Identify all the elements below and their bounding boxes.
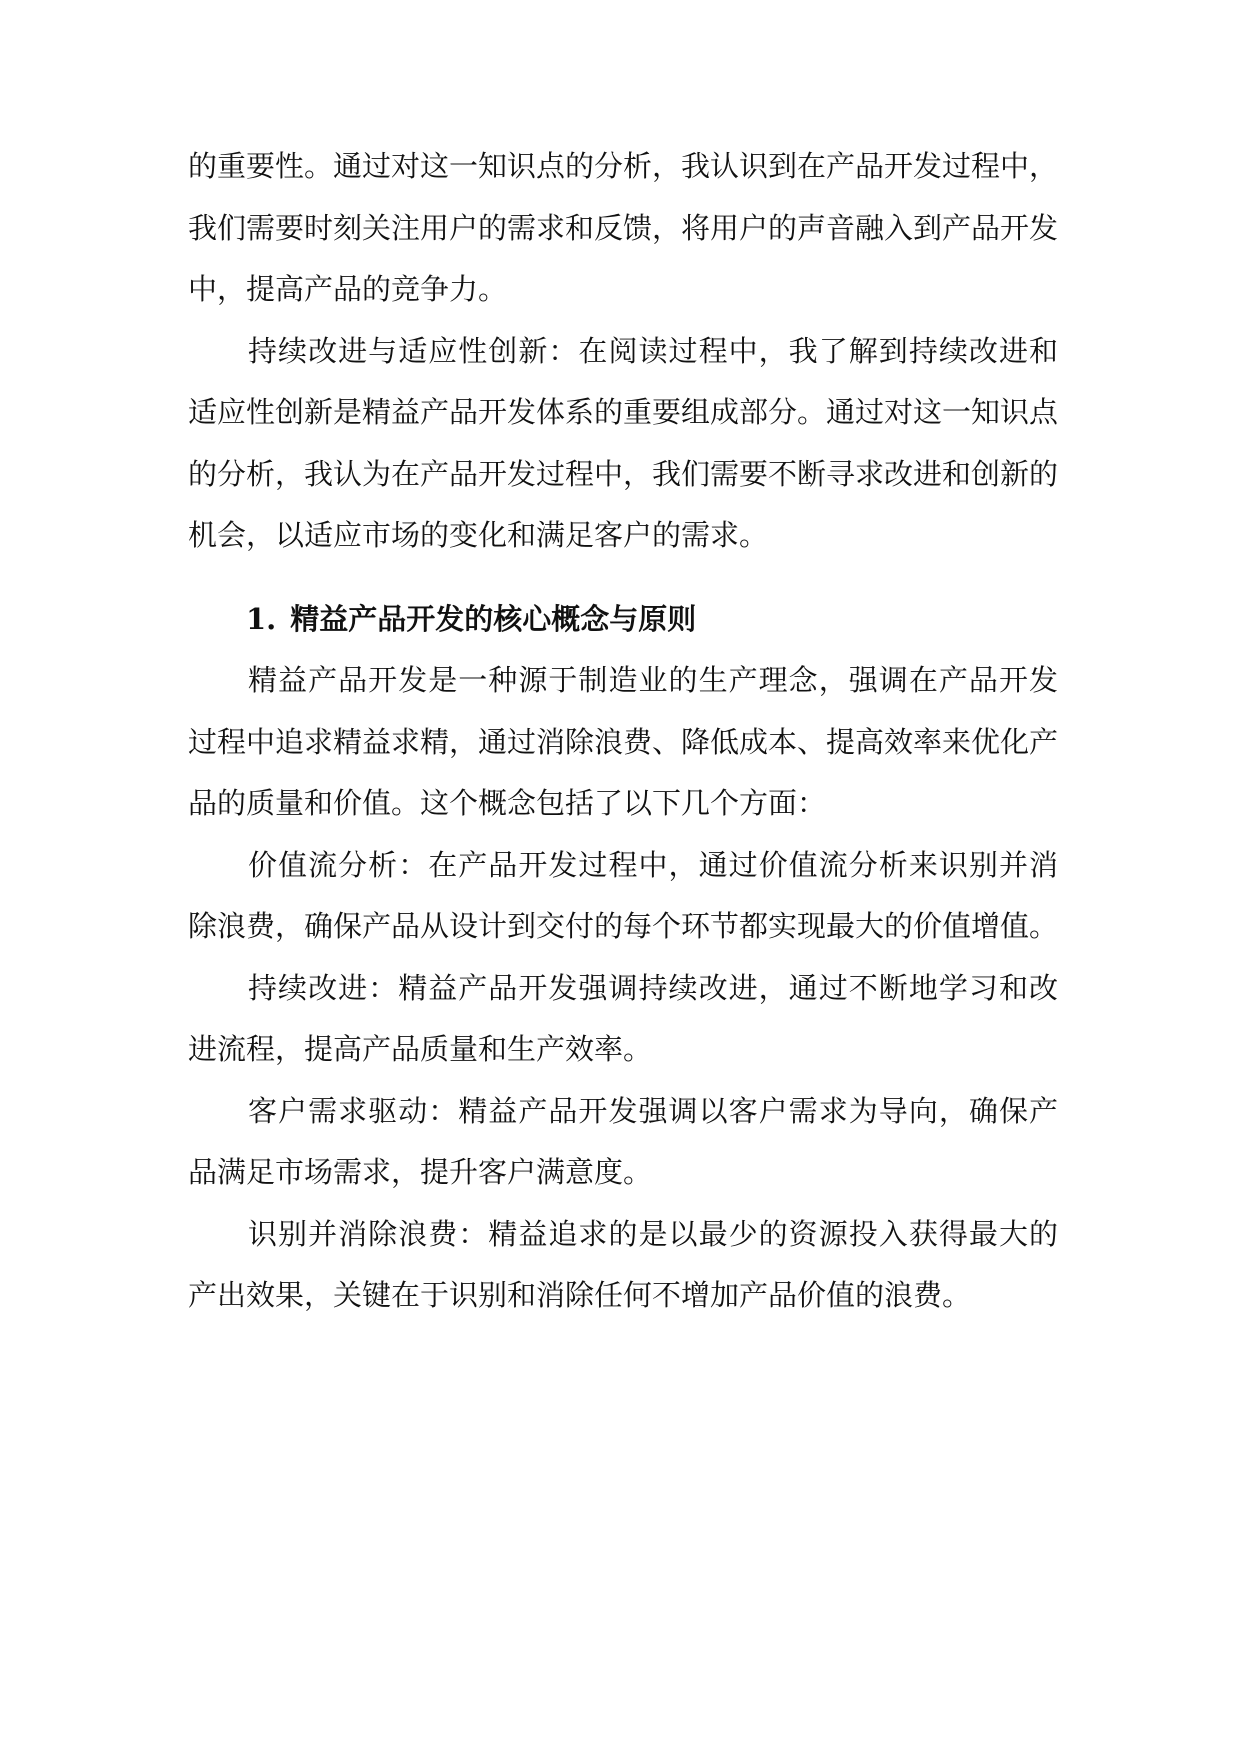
paragraph: 的重要性。通过对这一知识点的分析，我认识到在产品开发过程中，我们需要时刻关注用户的需求和反馈，将用户的声音融入到产品开发中，提高产品的竞争力。 xyxy=(188,149,1059,306)
paragraph: 精益产品开发是一种源于制造业的生产理念，强调在产品开发过程中追求精益求精，通过消除浪费、降低成本、提高效率来优化产品的质量和价值。这个概念包括了以下几个方面： xyxy=(188,663,1059,820)
paragraph: 持续改进：精益产品开发强调持续改进，通过不断地学习和改进流程，提高产品质量和生产效率。 xyxy=(188,970,1058,1066)
paragraph: 价值流分析：在产品开发过程中，通过价值流分析来识别并消除浪费，确保产品从设计到交付的每个环节都实现最大的价值增值。 xyxy=(188,847,1059,943)
section-number: 1. xyxy=(246,601,277,636)
paragraph: 识别并消除浪费：精益追求的是以最少的资源投入获得最大的产出效果，关键在于识别和消除任何不增加产品价值的浪费。 xyxy=(188,1216,1058,1312)
section-heading xyxy=(188,589,1058,651)
section-title: 精益产品开发的核心概念与原则 xyxy=(290,601,697,636)
paragraph: 客户需求驱动：精益产品开发强调以客户需求为导向，确保产品满足市场需求，提升客户满意度。 xyxy=(188,1093,1058,1189)
document-body xyxy=(188,136,1058,1327)
paragraph: 持续改进与适应性创新：在阅读过程中，我了解到持续改进和适应性创新是精益产品开发体系的重要组成部分。通过对这一知识点的分析，我认为在产品开发过程中，我们需要不断寻求改进和创新的机会，以适应市场的变化和满足客户的需求。 xyxy=(188,333,1059,552)
